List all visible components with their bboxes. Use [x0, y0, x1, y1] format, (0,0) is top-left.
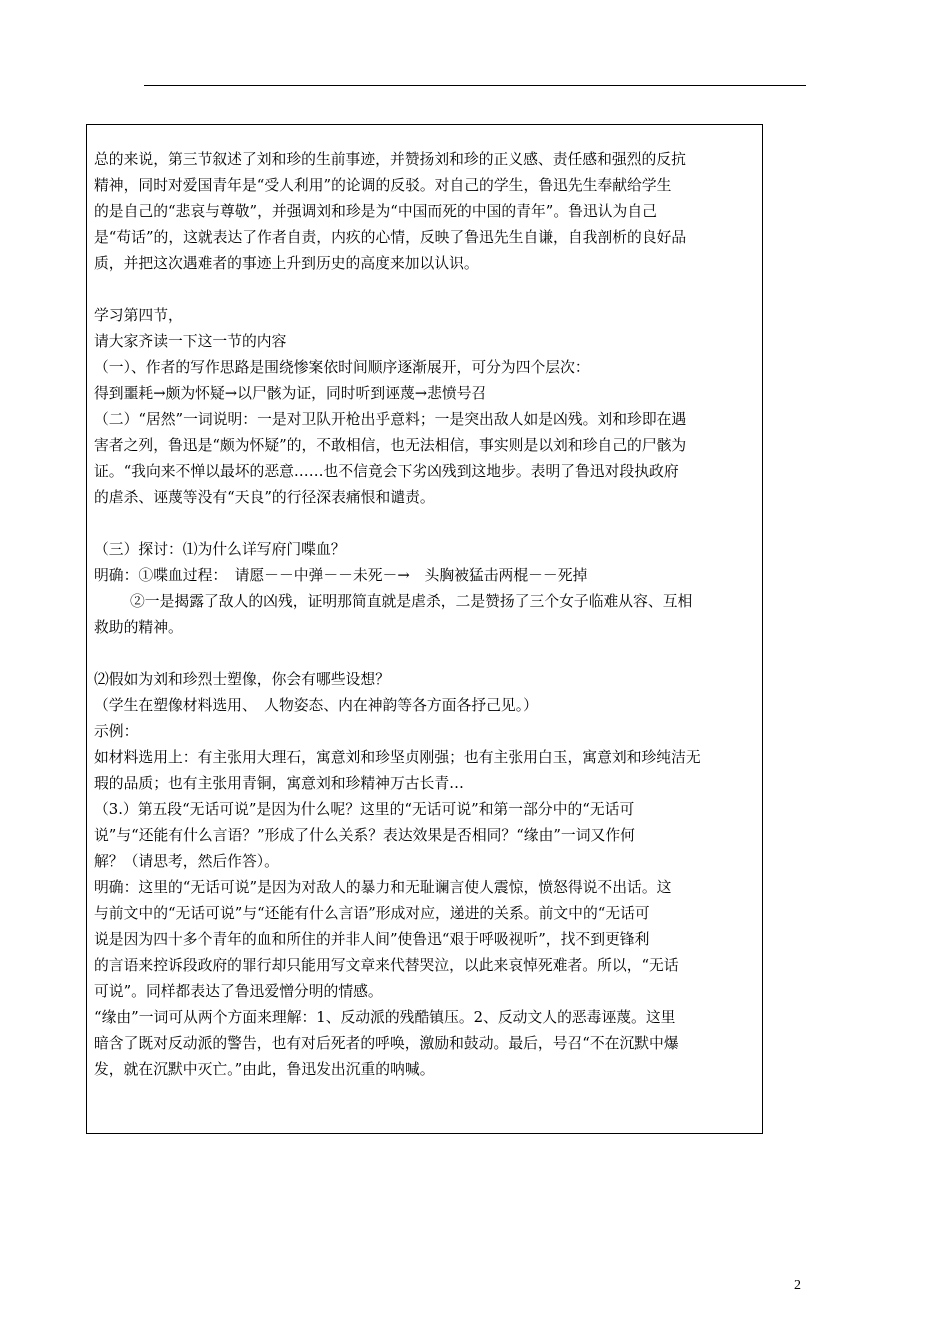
text-line: ②一是揭露了敌人的凶残，证明那简直就是虐杀，二是赞扬了三个女子临难从容、互相	[130, 593, 693, 610]
text-line: 得到噩耗→颇为怀疑→以尸骸为证，同时听到诬蔑→悲愤号召	[94, 385, 487, 402]
content-box	[86, 124, 763, 1134]
blank-line	[94, 641, 754, 667]
text-line: 的虐杀、诬蔑等没有“天良”的行径深表痛恨和谴责。	[94, 489, 435, 506]
text-line: 说是因为四十多个青年的血和所住的并非人间”使鲁迅“艰于呼吸视听”，找不到更锋利	[94, 931, 650, 948]
text-line: （3.）第五段“无话可说”是因为什么呢？这里的“无话可说”和第一部分中的“无话可	[94, 801, 635, 818]
header-rule	[144, 85, 806, 86]
text-line: 总的来说，第三节叙述了刘和珍的生前事迹，并赞扬刘和珍的正义感、责任感和强烈的反抗	[94, 151, 686, 168]
text-line: 解？（请思考，然后作答）。	[94, 853, 279, 870]
text-line: 质，并把这次遇难者的事迹上升到历史的高度来加以认识。	[94, 255, 479, 272]
text-line: 救助的精神。	[94, 619, 183, 636]
page-number: 2	[794, 1278, 801, 1293]
text-line: 暗含了既对反动派的警告，也有对后死者的呼唤，激励和鼓动。最后，号召“不在沉默中爆	[94, 1035, 679, 1052]
text-line: 可说”。同样都表达了鲁迅爱憎分明的情感。	[94, 983, 383, 1000]
text-line: 示例：	[94, 723, 139, 740]
text-line: 学习第四节，	[94, 307, 183, 324]
blank-line	[94, 277, 754, 303]
text-line: 如材料选用上：有主张用大理石，寓意刘和珍坚贞刚强；也有主张用白玉，寓意刘和珍纯洁无	[94, 749, 701, 766]
text-line: 害者之列，鲁迅是“颇为怀疑”的，不敢相信，也无法相信，事实则是以刘和珍自己的尸骸为	[94, 437, 687, 454]
text-line: 说”与“还能有什么言语？”形成了什么关系？表达效果是否相同？“缘由”一词又作何	[94, 827, 635, 844]
text-line: 明确：这里的“无话可说”是因为对敌人的暴力和无耻谰言使人震惊，愤怒得说不出话。这	[94, 879, 672, 896]
blank-line	[94, 511, 754, 537]
text-line: 证。“我向来不惮以最坏的恶意……也不信竟会下劣凶残到这地步。表明了鲁迅对段执政府	[94, 463, 679, 480]
text-line: （学生在塑像材料选用、 人物姿态、内在神韵等各方面各抒己见。）	[94, 697, 538, 714]
text-line: 请大家齐读一下这一节的内容	[94, 333, 287, 350]
text-line: （三）探讨：⑴为什么详写府门喋血？	[94, 541, 346, 558]
text-line: 发，就在沉默中灭亡。”由此，鲁迅发出沉重的呐喊。	[94, 1061, 435, 1078]
text-line: 精神，同时对爱国青年是“受人利用”的论调的反驳。对自己的学生，鲁迅先生奉献给学生	[94, 177, 672, 194]
text-line: 是“苟话”的，这就表达了作者自责，内疚的心情，反映了鲁迅先生自谦，自我剖析的良好品	[94, 229, 687, 246]
text-line: 的言语来控诉段政府的罪行却只能用写文章来代替哭泣，以此来哀悼死难者。所以，“无话	[94, 957, 679, 974]
text-line: ⑵假如为刘和珍烈士塑像，你会有哪些设想？	[94, 671, 390, 688]
text-line: （一）、作者的写作思路是围绕惨案依时间顺序逐渐展开，可分为四个层次：	[94, 359, 590, 376]
text-line: 明确：①喋血过程： 请愿－－中弹－－未死－→ 头胸被猛击两棍－－死掉	[94, 567, 588, 584]
text-line: 瑕的品质；也有主张用青铜，寓意刘和珍精神万古长青…	[94, 775, 464, 792]
text-line: （二）“居然”一词说明：一是对卫队开枪出乎意料；一是突出敌人如是凶残。刘和珍即在遇	[94, 411, 687, 428]
text-line: 与前文中的“无话可说”与“还能有什么言语”形成对应，递进的关系。前文中的“无话可	[94, 905, 650, 922]
text-line: “缘由”一词可从两个方面来理解：1、反动派的残酷镇压。2、反动文人的恶毒诬蔑。这里	[94, 1009, 676, 1026]
text-line: 的是自己的“悲哀与尊敬”，并强调刘和珍是为“中国而死的中国的青年”。鲁迅认为自己	[94, 203, 657, 220]
